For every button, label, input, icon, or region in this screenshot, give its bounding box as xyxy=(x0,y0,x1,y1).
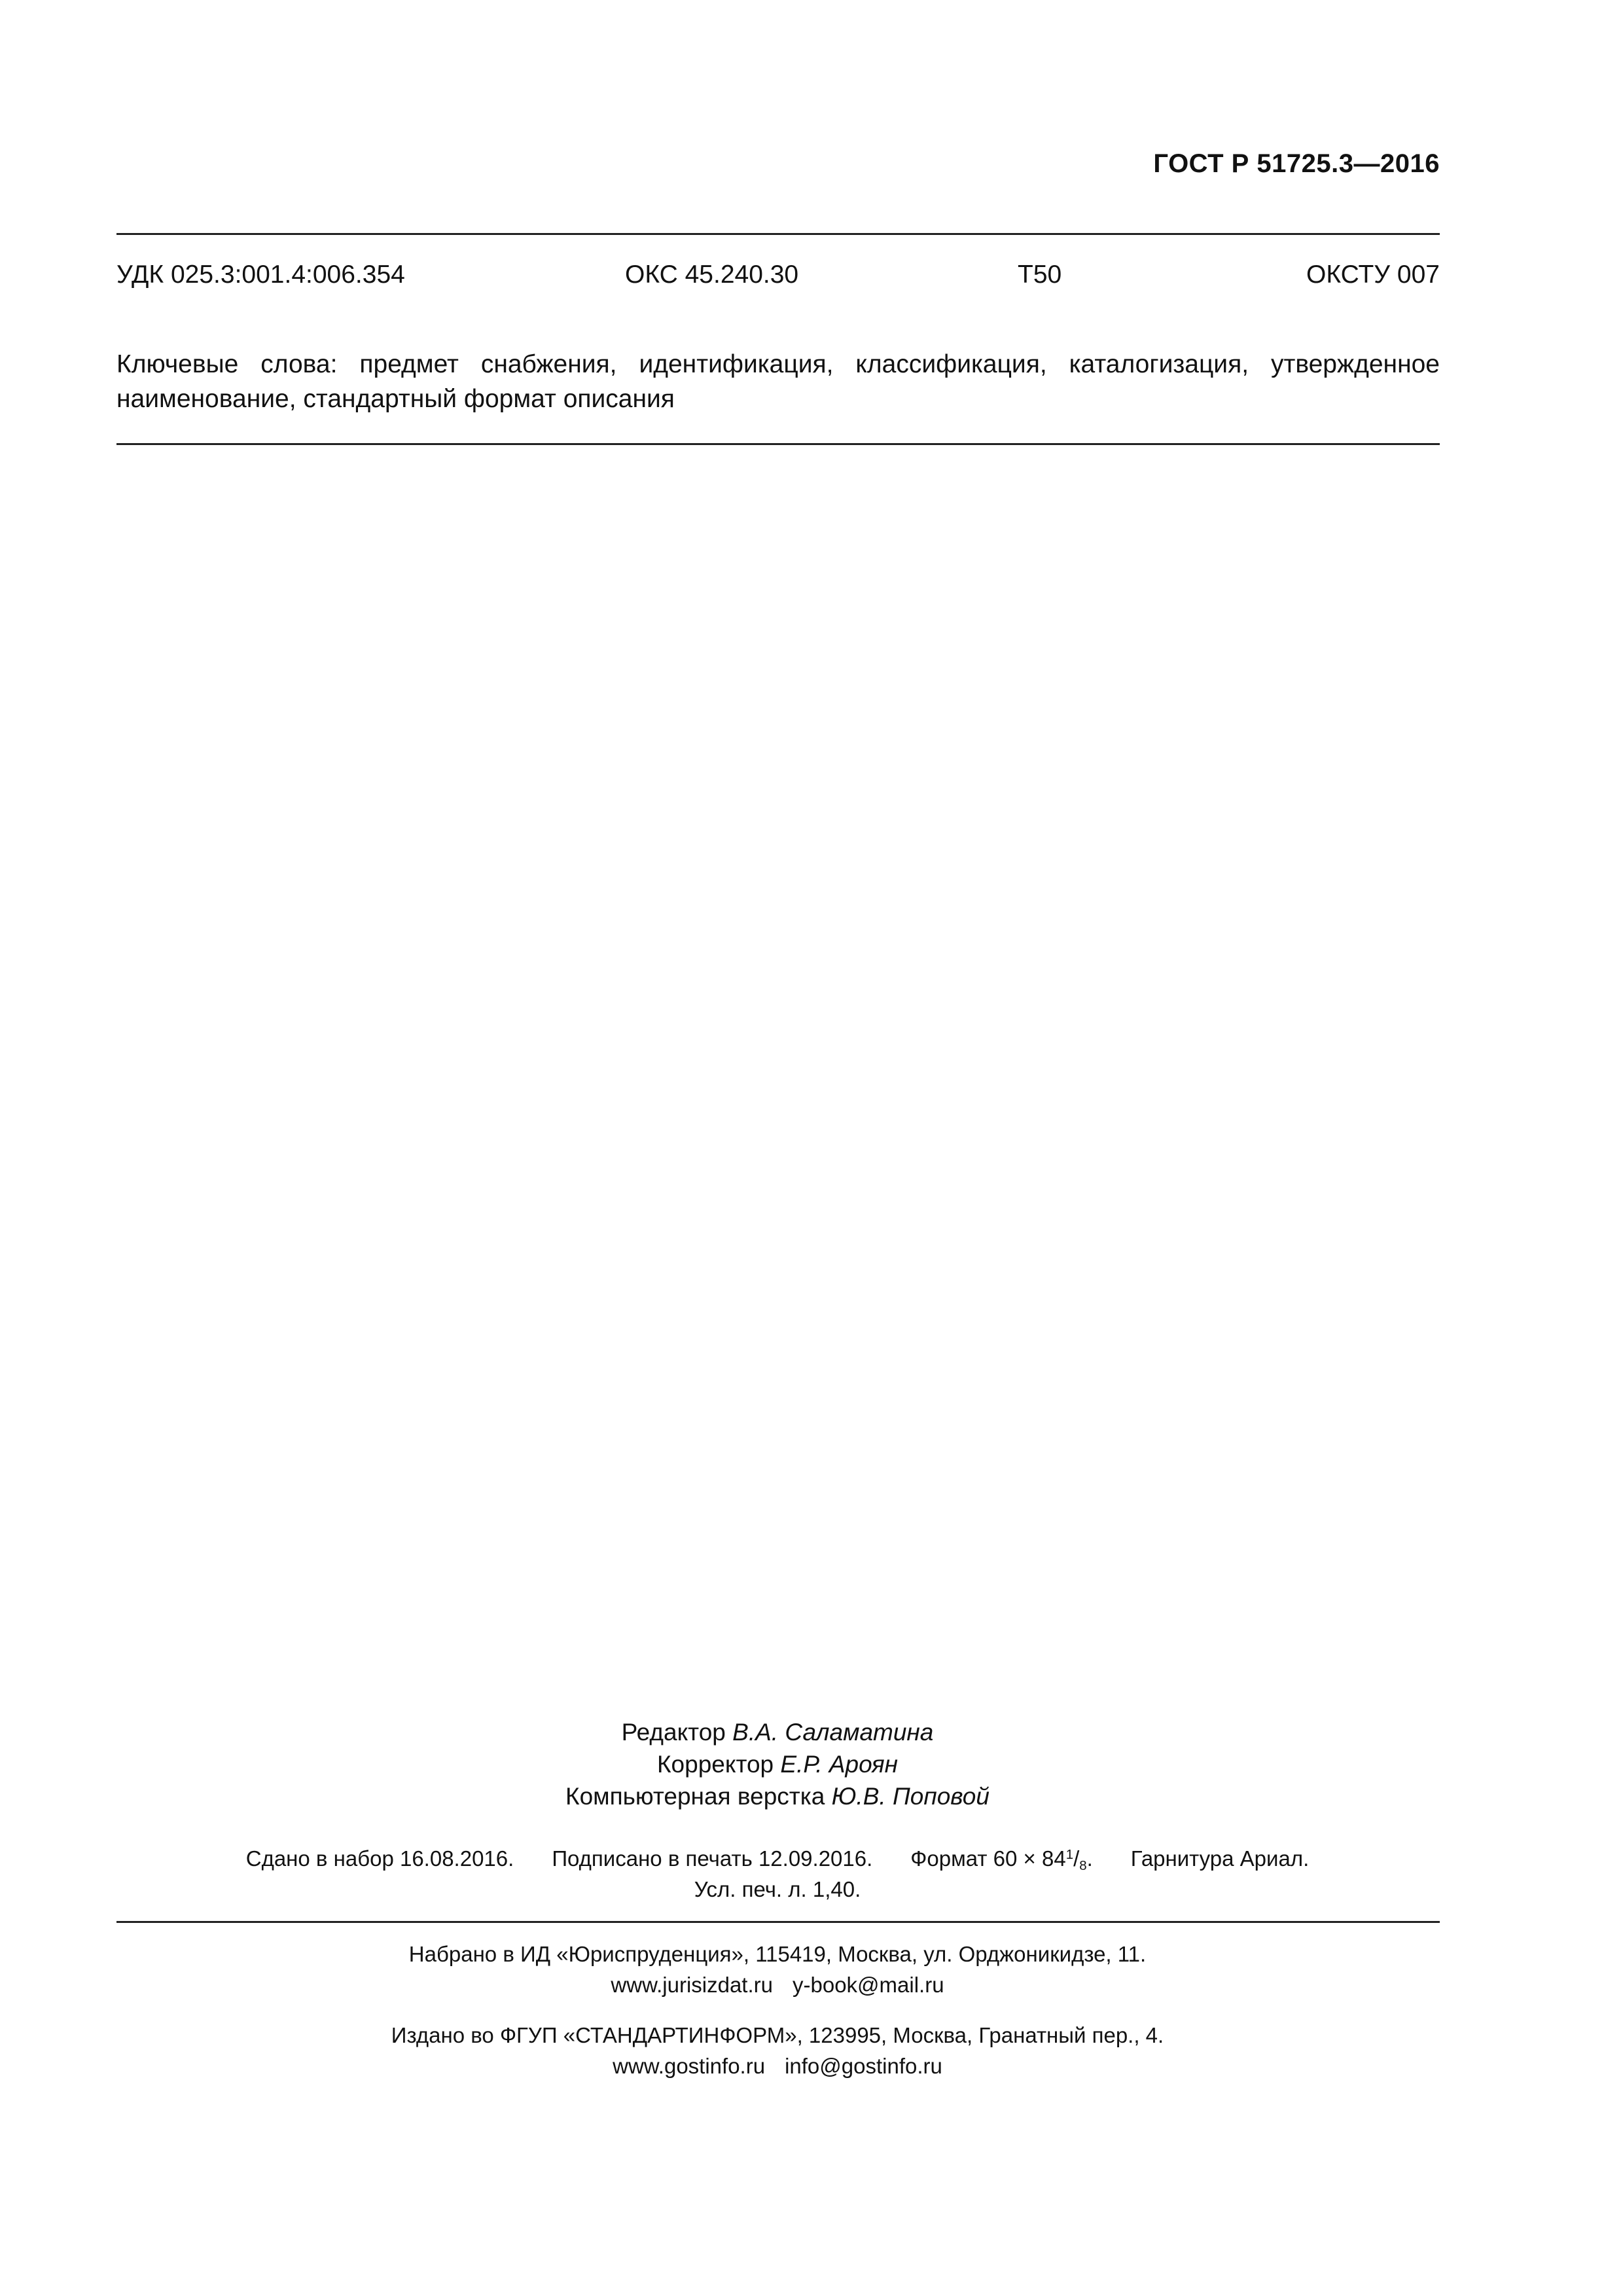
print-info-block xyxy=(0,1843,1555,1905)
editor-role: Редактор xyxy=(621,1719,726,1746)
keywords-paragraph: Ключевые слова: предмет снабжения, идентификация, классификация, каталогизация, утвержденное наименование, стандартный формат описания xyxy=(116,350,1440,413)
sheets-count: Усл. печ. л. 1,40. xyxy=(694,1877,861,1901)
issued-contacts xyxy=(0,2051,1555,2081)
typeset-email: y-book@mail.ru xyxy=(793,1973,944,1997)
typeface: Гарнитура Ариал. xyxy=(1130,1846,1310,1871)
print-info-line xyxy=(0,1843,1555,1874)
submitted-date: Сдано в набор 16.08.2016. xyxy=(245,1846,514,1871)
typeset-publisher-line: Набрано в ИД «Юриспруденция», 115419, Москва, ул. Орджоникидзе, 11. xyxy=(408,1942,1147,1966)
udk-code: УДК 025.3:001.4:006.354 xyxy=(116,260,405,289)
top-divider xyxy=(116,233,1440,235)
issued-publisher-block xyxy=(0,2020,1555,2081)
okstu-code: ОКСТУ 007 xyxy=(1306,260,1440,289)
t-code: Т50 xyxy=(1018,260,1062,289)
editor-name: В.А. Саламатина xyxy=(732,1719,934,1746)
credits-block xyxy=(0,1716,1555,1812)
keywords-divider xyxy=(116,443,1440,445)
corrector-line xyxy=(0,1748,1555,1780)
paper-format: Формат $60 \times 84^1/_8$. xyxy=(910,1846,1093,1874)
corrector-role: Корректор xyxy=(656,1751,774,1778)
issued-website: www.gostinfo.ru xyxy=(613,2054,766,2078)
corrector-name: Е.Р. Ароян xyxy=(780,1751,899,1778)
signed-date: Подписано в печать 12.09.2016. xyxy=(552,1846,873,1871)
oks-code: ОКС 45.240.30 xyxy=(625,260,799,289)
layout-role: Компьютерная верстка xyxy=(565,1783,825,1810)
layout-line xyxy=(0,1780,1555,1812)
typeset-website: www.jurisizdat.ru xyxy=(611,1973,773,1997)
layout-name: Ю.В. Поповой xyxy=(831,1783,990,1810)
editor-line xyxy=(0,1716,1555,1748)
issued-publisher-line: Издано во ФГУП «СТАНДАРТИНФОРМ», 123995, Москва, Гранатный пер., 4. xyxy=(391,2023,1164,2047)
typeset-contacts xyxy=(0,1969,1555,2000)
document-number: ГОСТ Р 51725.3—2016 xyxy=(1153,149,1440,178)
issued-email: info@gostinfo.ru xyxy=(785,2054,942,2078)
imprint-divider xyxy=(116,1921,1440,1923)
typeset-publisher-block xyxy=(0,1939,1555,2000)
